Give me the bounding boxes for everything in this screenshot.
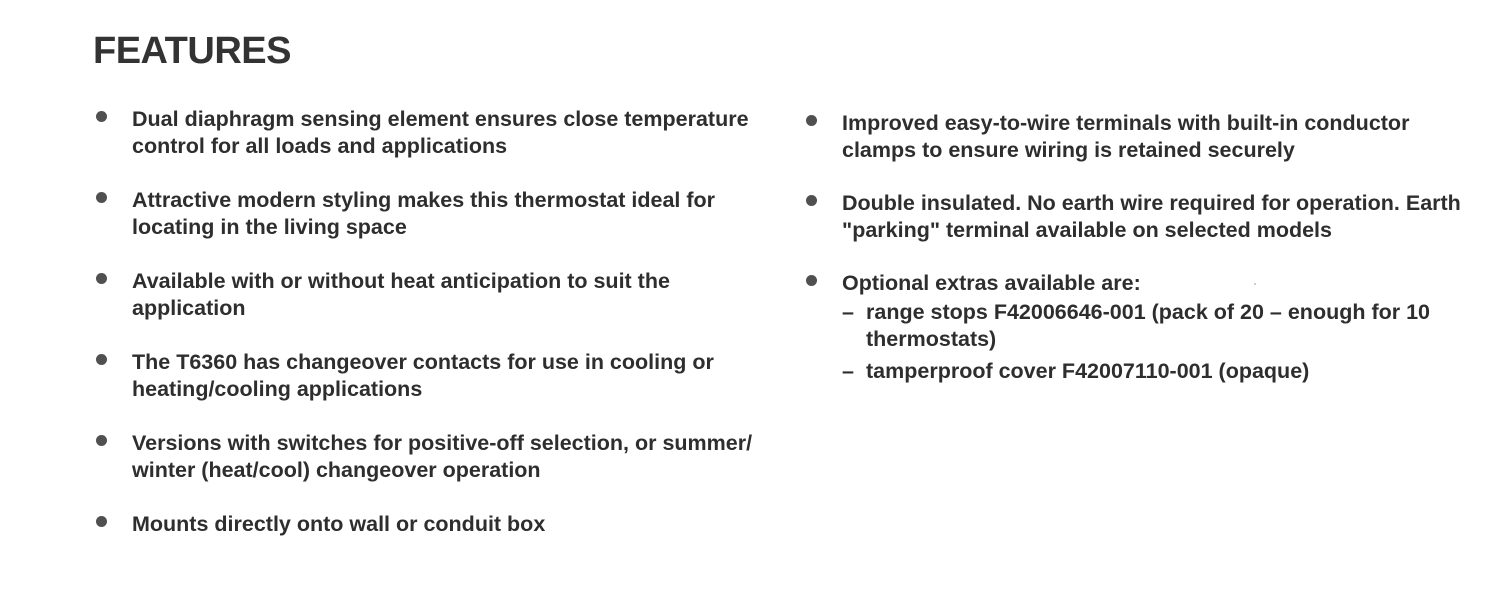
feature-item — [94, 187, 774, 241]
feature-text: Versions with switches for positive-off selection, or summer/ winter (heat/cool) changeover operation — [132, 431, 753, 482]
sub-item-text: tamperproof cover F42007110-001 (opaque) — [866, 359, 1310, 383]
feature-text: Mounts directly onto wall or conduit box — [132, 512, 546, 536]
feature-item — [804, 190, 1464, 244]
sub-item — [842, 358, 1464, 385]
feature-text: Optional extras available are: — [842, 271, 1141, 295]
features-right-column — [804, 110, 1464, 411]
scan-speck — [1254, 283, 1256, 285]
bullet-icon — [806, 115, 817, 126]
feature-item — [94, 430, 774, 484]
bullet-icon — [806, 195, 817, 206]
bullet-icon — [96, 354, 107, 365]
feature-item — [94, 106, 774, 160]
bullet-icon — [96, 435, 107, 446]
bullet-icon — [96, 111, 107, 122]
sub-item-text: range stops F42006646-001 (pack of 20 – enough for 10 thermostats) — [866, 300, 1430, 351]
page-title: FEATURES — [93, 30, 291, 72]
feature-item — [94, 349, 774, 403]
feature-item — [94, 268, 774, 322]
sub-item — [842, 299, 1464, 353]
feature-text: Attractive modern styling makes this thermostat ideal for locating in the living space — [132, 188, 716, 239]
dash-icon: – — [842, 300, 854, 324]
feature-text: Double insulated. No earth wire required for operation. Earth "parking" terminal available on selected models — [842, 191, 1461, 242]
feature-text: The T6360 has changeover contacts for use in cooling or heating/cooling applications — [132, 350, 714, 401]
bullet-icon — [96, 516, 107, 527]
features-left-column — [94, 106, 774, 565]
dash-icon: – — [842, 359, 854, 383]
optional-extras-list — [842, 299, 1464, 385]
feature-item — [804, 110, 1464, 164]
feature-text: Dual diaphragm sensing element ensures close temperature control for all loads and applications — [132, 107, 749, 158]
bullet-icon — [96, 273, 107, 284]
feature-text: Available with or without heat anticipation to suit the application — [132, 269, 670, 320]
feature-text: Improved easy-to-wire terminals with built-in conductor clamps to ensure wiring is retained securely — [842, 111, 1410, 162]
feature-item — [94, 511, 774, 538]
bullet-icon — [96, 192, 107, 203]
feature-item-optional-extras — [804, 270, 1464, 385]
bullet-icon — [806, 275, 817, 286]
